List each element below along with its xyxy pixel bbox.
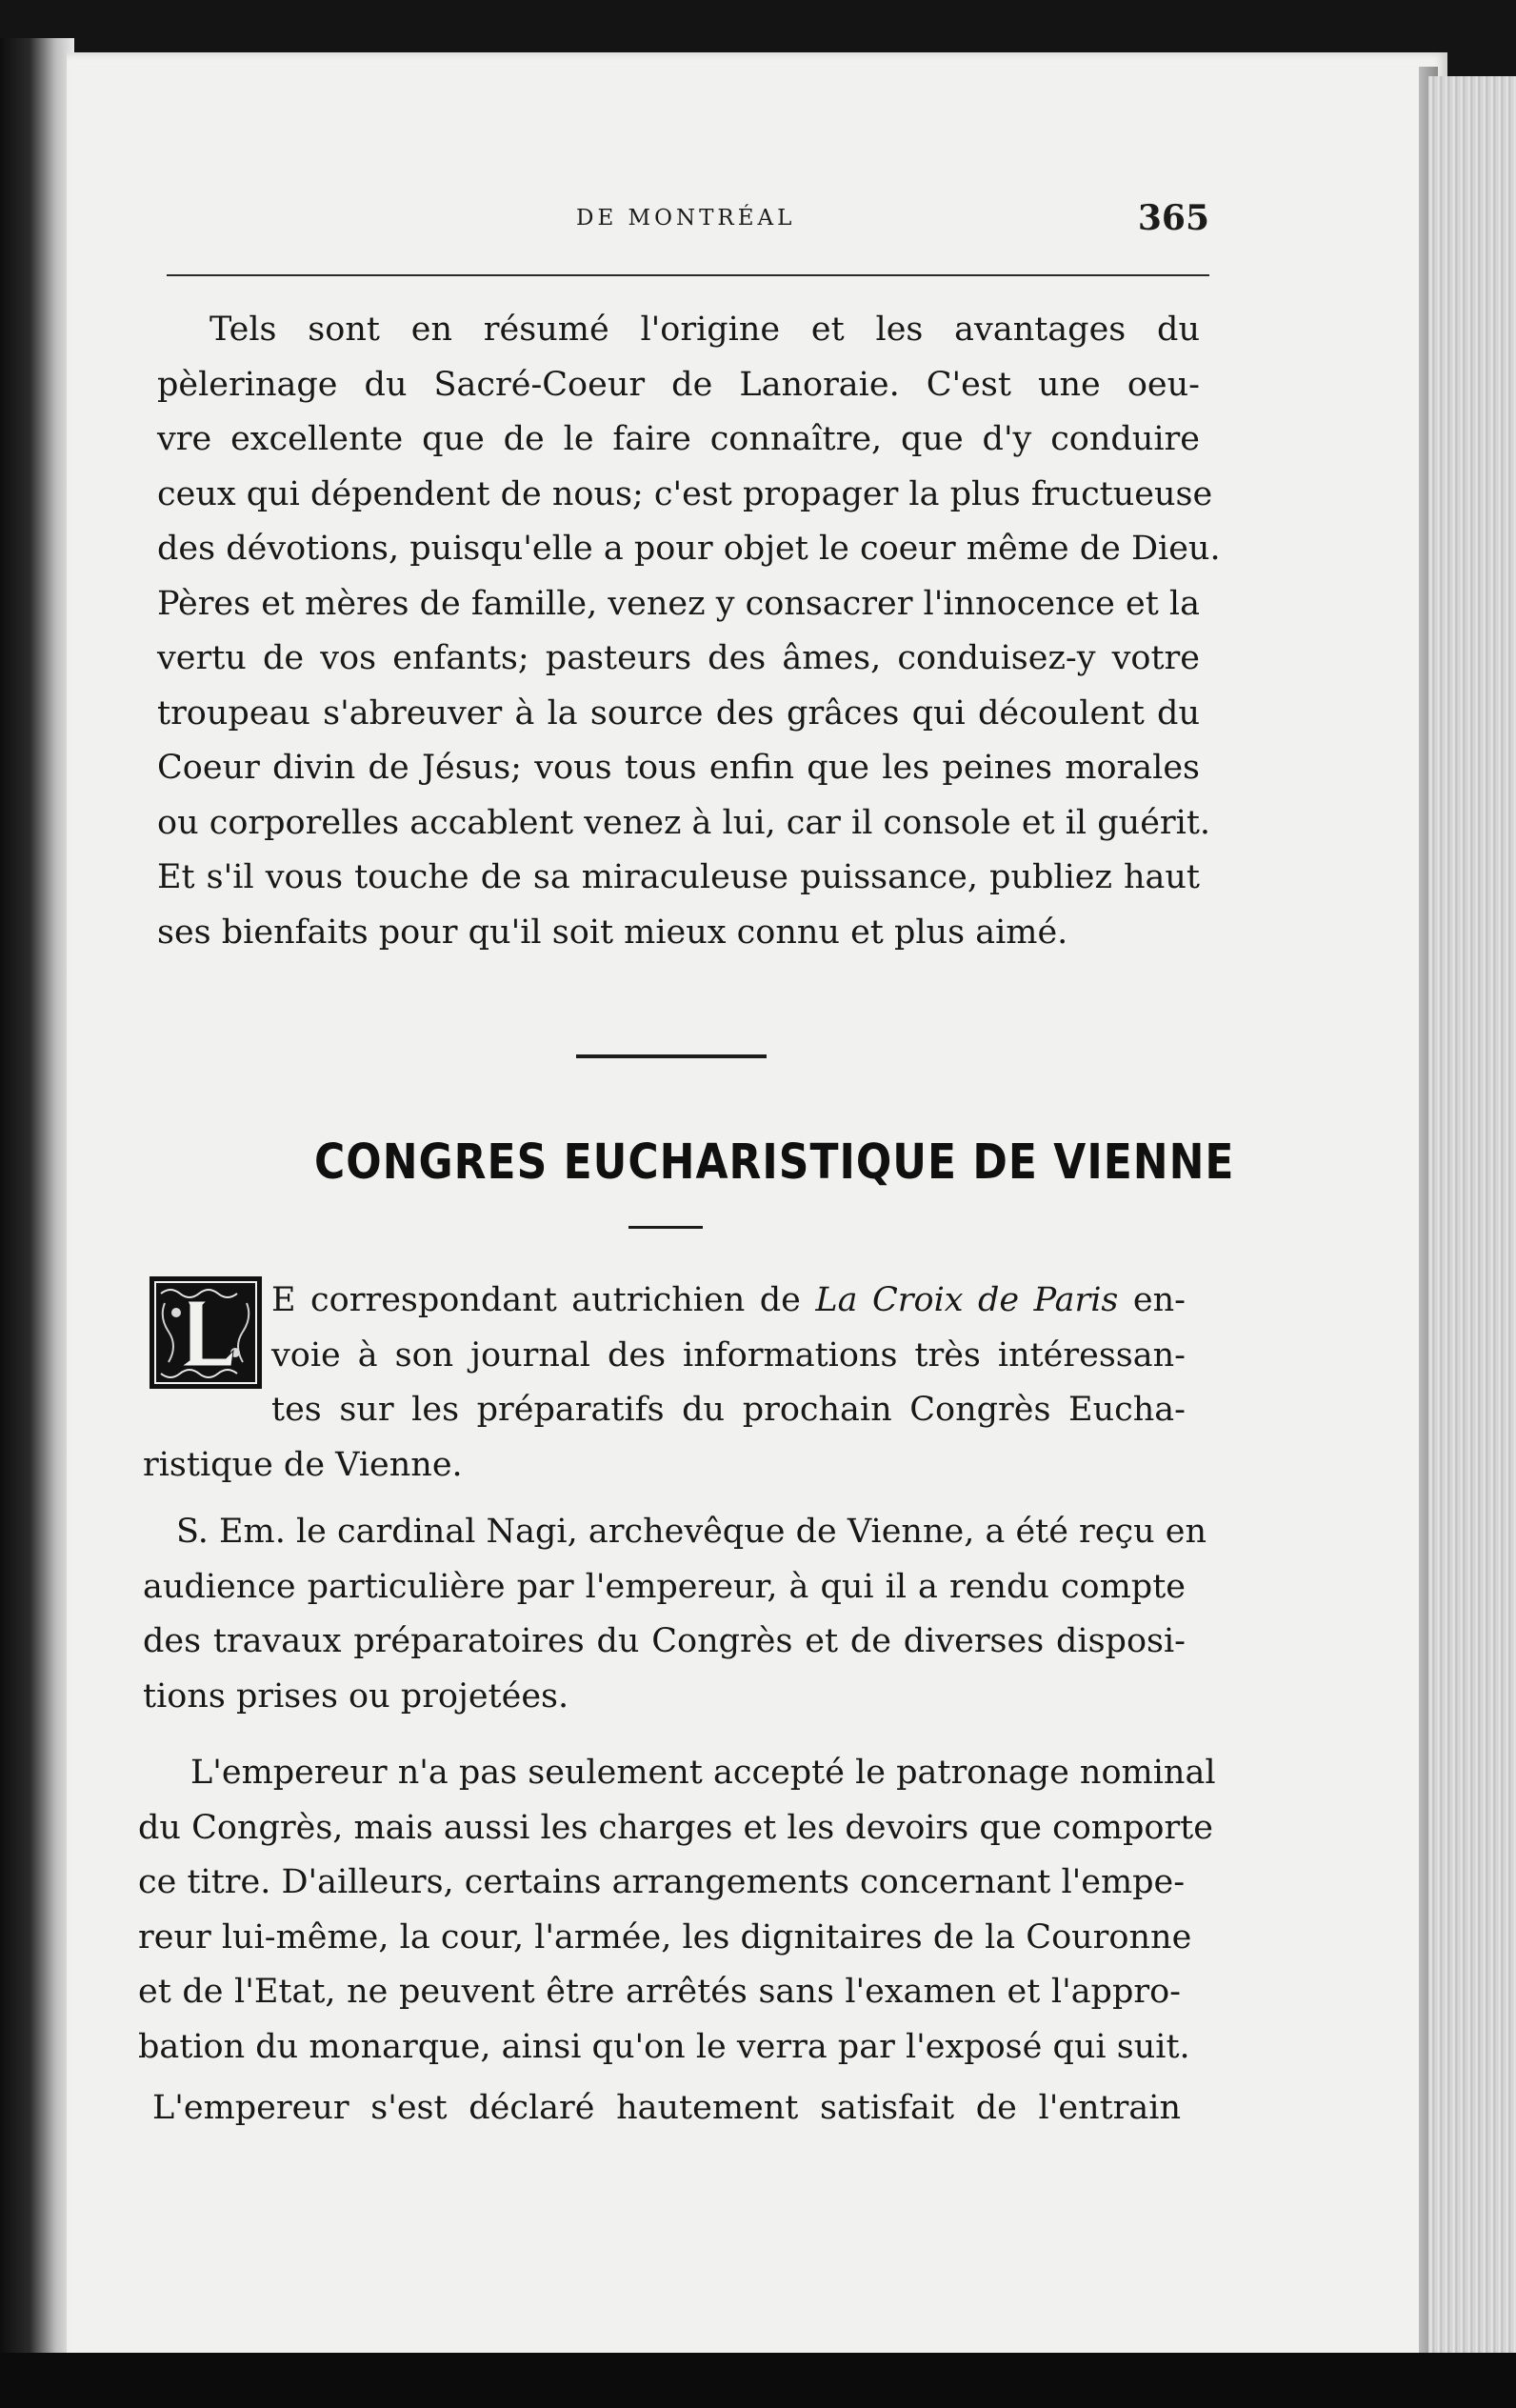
text-line: bation du monarque, ainsi qu'on le verra par l'exposé qui suit. [138,2027,1190,2066]
paragraph-2-end [143,1438,1186,1494]
text-line: reur lui-même, la cour, l'armée, les dignitaires de la Couronne [138,1917,1192,1956]
text-line: Pères et mères de famille, venez y consacrer l'innocence et la [157,584,1200,623]
text-line: vertu de vos enfants; pasteurs des âmes, conduisez-y votre [157,639,1200,677]
section-title: CONGRES EUCHARISTIQUE DE VIENNE [314,1134,1235,1191]
italic-title: La Croix de Paris [815,1281,1119,1319]
header-rule [167,274,1209,276]
text-line: tes sur les préparatifs du prochain Congrès Eucha- [271,1391,1186,1429]
page-number: 365 [1137,198,1209,238]
ornamental-dropcap [148,1274,264,1391]
text-span: en- [1118,1281,1186,1319]
text-line: L'empereur s'est déclaré hautement satisfait de l'entrain [152,2089,1181,2127]
paragraph-3 [143,1505,1207,1724]
section-divider [576,1054,767,1058]
text-line: pèlerinage du Sacré-Coeur de Lanoraie. C'est une oeu- [157,365,1200,404]
left-page-edge [0,38,74,2362]
text-line: des dévotions, puisqu'elle a pour objet le coeur même de Dieu. [157,530,1221,568]
paragraph-5 [152,2081,1181,2137]
text-line: Et s'il vous touche de sa miraculeuse puissance, publiez haut [157,858,1200,896]
text-line: Tels sont en résumé l'origine et les avantages du [209,311,1200,349]
text-line: tions prises ou projetées. [143,1676,569,1716]
page-header [167,191,1209,276]
text-line: S. Em. le cardinal Nagi, archevêque de Vienne, a été reçu en [176,1513,1207,1551]
stacked-pages-edge [1428,76,1516,2353]
running-head: DE MONTRÉAL [576,206,796,231]
text-line: Coeur divin de Jésus; vous tous enfin que les peines morales [157,749,1200,787]
text-line: troupeau s'abreuver à la source des grâces qui découlent du [157,693,1200,732]
text-line: ce titre. D'ailleurs, certains arrangements concernant l'empe- [138,1863,1186,1901]
text-line: ou corporelles accablent venez à lui, car il console et il guérit. [157,803,1211,842]
text-line: voie à son journal des informations très intéressan- [271,1335,1186,1375]
dropcap-ornament-icon [148,1274,264,1391]
text-line: et de l'Etat, ne peuvent être arrêtés sans l'examen et l'appro- [138,1973,1181,2011]
title-underline [628,1226,703,1229]
text-line: des travaux préparatoires du Congrès et de diverses disposi- [143,1622,1186,1660]
text-line: vre excellente que de le faire connaître, que d'y conduire [157,420,1200,458]
text-line: L'empereur n'a pas seulement accepté le patronage nominal [190,1754,1216,1792]
paragraph-1 [157,303,1221,960]
text-line [271,1274,1186,1329]
text-line: du Congrès, mais aussi les charges et les devoirs que comporte [138,1808,1213,1847]
text-line: ristique de Vienne. [143,1446,463,1484]
text-line: ses bienfaits pour qu'il soit mieux connu et plus aimé. [157,913,1068,952]
paragraph-2 [271,1274,1186,1438]
scan-border-bottom [0,2353,1516,2408]
paragraph-4 [138,1746,1216,2075]
text-line: ceux qui dépendent de nous; c'est propager la plus fructueuse [157,474,1213,513]
text-span: E correspondant autrichien de [271,1281,816,1319]
text-line: audience particulière par l'empereur, à qui il a rendu compte [143,1567,1186,1606]
